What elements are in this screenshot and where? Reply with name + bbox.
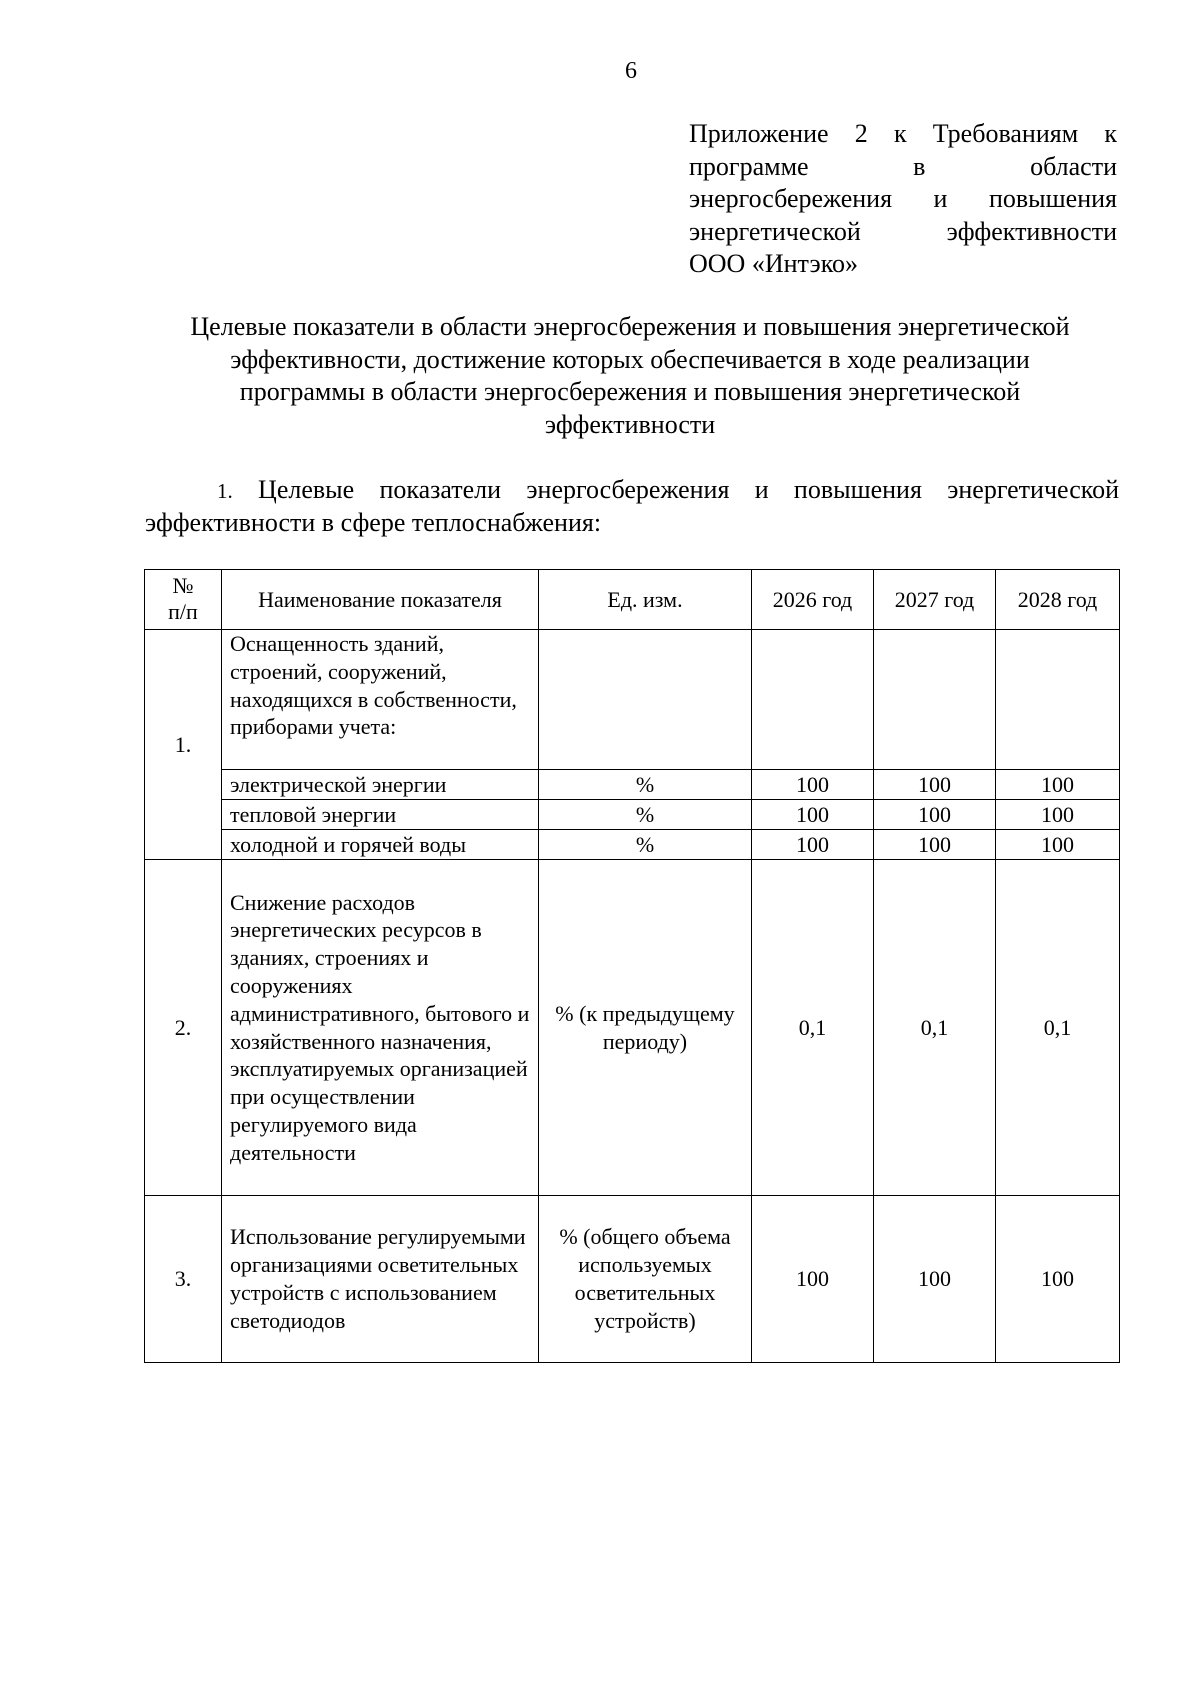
value-2026: 100 — [752, 830, 874, 860]
document-title — [140, 311, 1120, 442]
value-2027: 100 — [874, 800, 996, 830]
subrow-name: электрической энергии — [222, 770, 539, 800]
section-heading-text: Целевые показатели энергосбережения и повышения энергетической — [258, 475, 1119, 504]
section-heading-line — [145, 474, 1119, 507]
value-2028: 100 — [996, 830, 1120, 860]
table-subrow — [145, 800, 1120, 830]
title-line: Целевые показатели в области энергосбережения и повышения энергетической — [190, 312, 1070, 341]
section-heading — [145, 474, 1119, 539]
row-name: Оснащенность зданий, строений, сооружений, находящихся в собственности, приборами учета: — [222, 630, 539, 770]
value-2027: 100 — [874, 830, 996, 860]
value-2028: 100 — [996, 800, 1120, 830]
row-number: 3. — [145, 1196, 222, 1363]
value-2028: 100 — [996, 1196, 1120, 1363]
table-row — [145, 860, 1120, 1196]
header-name: Наименование показателя — [222, 570, 539, 630]
title-line: эффективности — [544, 410, 716, 440]
empty-cell — [996, 630, 1120, 770]
value-2026: 100 — [752, 770, 874, 800]
subrow-name: холодной и горячей воды — [222, 830, 539, 860]
row-name: Снижение расходов энергетических ресурсов в зданиях, строениях и сооружениях административного, бытового и хозяйственного назначения, эксплуатируемых организацией при осуществлении регулируемого вида деятельности — [222, 860, 539, 1196]
subrow-unit: % — [539, 830, 752, 860]
value-2026: 0,1 — [752, 860, 874, 1196]
appendix-note — [689, 118, 1117, 281]
appendix-line: энергетической эффективности — [689, 216, 1117, 246]
section-heading-line: эффективности в сфере теплоснабжения: — [145, 508, 602, 537]
table-row — [145, 630, 1120, 770]
section-number: 1. — [217, 479, 233, 503]
header-2026: 2026 год — [752, 570, 874, 630]
appendix-line: ООО «Интэко» — [689, 249, 858, 278]
value-2026: 100 — [752, 1196, 874, 1363]
value-2027: 0,1 — [874, 860, 996, 1196]
header-num: № п/п — [145, 570, 222, 630]
row-unit: % (общего объема используемых осветительных устройств) — [539, 1196, 752, 1363]
header-unit: Ед. изм. — [539, 570, 752, 630]
value-2027: 100 — [874, 770, 996, 800]
value-2027: 100 — [874, 1196, 996, 1363]
empty-cell — [539, 630, 752, 770]
header-2028: 2028 год — [996, 570, 1120, 630]
table-header-row — [145, 570, 1120, 630]
table-subrow — [145, 770, 1120, 800]
table-subrow — [145, 830, 1120, 860]
subrow-unit: % — [539, 770, 752, 800]
row-number: 1. — [145, 630, 222, 860]
value-2026: 100 — [752, 800, 874, 830]
empty-cell — [874, 630, 996, 770]
appendix-line: Приложение 2 к Требованиям к — [689, 119, 1117, 148]
value-2028: 100 — [996, 770, 1120, 800]
appendix-line: программе в области — [689, 151, 1117, 181]
row-number: 2. — [145, 860, 222, 1196]
indicators-table — [144, 569, 1120, 1363]
page-number: 6 — [625, 58, 637, 84]
header-2027: 2027 год — [874, 570, 996, 630]
title-line: программы в области энергосбережения и повышения энергетической — [239, 377, 1021, 407]
appendix-line: энергосбережения и повышения — [689, 184, 1117, 213]
value-2028: 0,1 — [996, 860, 1120, 1196]
subrow-unit: % — [539, 800, 752, 830]
title-line: эффективности, достижение которых обеспечивается в ходе реализации — [230, 344, 1030, 374]
empty-cell — [752, 630, 874, 770]
row-name: Использование регулируемыми организациями осветительных устройств с использованием светодиодов — [222, 1196, 539, 1363]
table-row — [145, 1196, 1120, 1363]
row-unit: % (к предыдущему периоду) — [539, 860, 752, 1196]
subrow-name: тепловой энергии — [222, 800, 539, 830]
